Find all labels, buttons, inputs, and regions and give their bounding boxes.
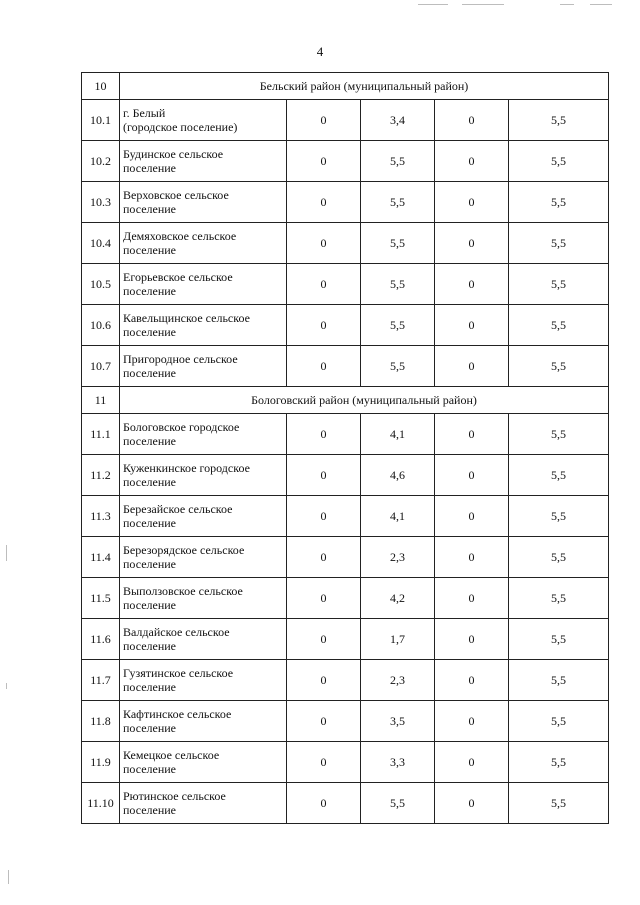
scan-mark: [6, 683, 7, 689]
value-cell-3: 0: [435, 414, 509, 455]
settlement-name: [120, 619, 287, 660]
section-title: Бологовский район (муниципальный район): [120, 387, 609, 414]
value-cell-4: 5,5: [509, 100, 609, 141]
value-cell-1: 0: [287, 537, 361, 578]
value-cell-1: 0: [287, 496, 361, 537]
table-row: [82, 742, 609, 783]
settlement-name-line: Демяховское сельское: [123, 229, 237, 243]
settlement-name: [120, 346, 287, 387]
table-row: [82, 660, 609, 701]
row-number: 11.2: [82, 455, 120, 496]
row-number: 11.4: [82, 537, 120, 578]
settlement-name-line: поселение: [123, 680, 177, 694]
settlement-name-line: Куженкинское городское: [123, 461, 250, 475]
row-number: 10.2: [82, 141, 120, 182]
value-cell-4: 5,5: [509, 305, 609, 346]
settlement-name-line: Гузятинское сельское: [123, 666, 234, 680]
settlement-name: [120, 496, 287, 537]
value-cell-1: 0: [287, 578, 361, 619]
value-cell-1: 0: [287, 414, 361, 455]
value-cell-2: 5,5: [361, 141, 435, 182]
value-cell-1: 0: [287, 742, 361, 783]
settlement-name: [120, 455, 287, 496]
value-cell-2: 2,3: [361, 537, 435, 578]
value-cell-4: 5,5: [509, 264, 609, 305]
value-cell-1: 0: [287, 100, 361, 141]
value-cell-4: 5,5: [509, 537, 609, 578]
value-cell-4: 5,5: [509, 783, 609, 824]
settlement-name-line: поселение: [123, 762, 177, 776]
settlement-name-line: поселение: [123, 161, 177, 175]
row-number: 10.6: [82, 305, 120, 346]
settlement-name-line: поселение: [123, 243, 177, 257]
settlement-name: [120, 660, 287, 701]
value-cell-2: 4,1: [361, 414, 435, 455]
value-cell-3: 0: [435, 100, 509, 141]
value-cell-4: 5,5: [509, 182, 609, 223]
value-cell-4: 5,5: [509, 619, 609, 660]
page-number: 4: [316, 44, 324, 59]
section-number: 10: [82, 73, 120, 100]
section-number: 11: [82, 387, 120, 414]
settlement-name: [120, 414, 287, 455]
table-row: [82, 264, 609, 305]
section-title: Бельский район (муниципальный район): [120, 73, 609, 100]
value-cell-2: 4,1: [361, 496, 435, 537]
value-cell-2: 4,6: [361, 455, 435, 496]
value-cell-3: 0: [435, 701, 509, 742]
settlement-name-line: Рютинское сельское: [123, 789, 226, 803]
row-number: 11.7: [82, 660, 120, 701]
table-row: [82, 346, 609, 387]
table-row: [82, 182, 609, 223]
settlement-name-line: поселение: [123, 284, 177, 298]
value-cell-1: 0: [287, 783, 361, 824]
scan-mark: [590, 4, 612, 5]
table-row: [82, 701, 609, 742]
table-row: [82, 578, 609, 619]
value-cell-4: 5,5: [509, 742, 609, 783]
settlement-name-line: поселение: [123, 803, 177, 817]
table-row: [82, 455, 609, 496]
value-cell-3: 0: [435, 346, 509, 387]
table-row: [82, 783, 609, 824]
value-cell-4: 5,5: [509, 346, 609, 387]
settlement-name: [120, 578, 287, 619]
section-header-row: [82, 73, 609, 100]
value-cell-3: 0: [435, 305, 509, 346]
value-cell-4: 5,5: [509, 455, 609, 496]
value-cell-2: 5,5: [361, 182, 435, 223]
value-cell-2: 5,5: [361, 783, 435, 824]
settlement-name-line: поселение: [123, 366, 177, 380]
row-number: 11.3: [82, 496, 120, 537]
settlement-name-line: поселение: [123, 325, 177, 339]
settlement-name-line: Кавельщинское сельское: [123, 311, 250, 325]
value-cell-1: 0: [287, 346, 361, 387]
settlement-name-line: поселение: [123, 434, 177, 448]
value-cell-2: 5,5: [361, 305, 435, 346]
value-cell-3: 0: [435, 455, 509, 496]
value-cell-3: 0: [435, 742, 509, 783]
value-cell-1: 0: [287, 660, 361, 701]
row-number: 11.10: [82, 783, 120, 824]
row-number: 11.6: [82, 619, 120, 660]
settlement-name: [120, 264, 287, 305]
value-cell-2: 5,5: [361, 264, 435, 305]
value-cell-2: 2,3: [361, 660, 435, 701]
settlement-name-line: Выползовское сельское: [123, 584, 243, 598]
settlement-name: [120, 223, 287, 264]
value-cell-3: 0: [435, 660, 509, 701]
value-cell-4: 5,5: [509, 701, 609, 742]
row-number: 10.5: [82, 264, 120, 305]
settlement-name-line: поселение: [123, 598, 177, 612]
value-cell-3: 0: [435, 537, 509, 578]
table-row: [82, 414, 609, 455]
settlement-name: [120, 701, 287, 742]
settlement-name-line: Березайское сельское: [123, 502, 233, 516]
settlement-name: [120, 141, 287, 182]
row-number: 10.3: [82, 182, 120, 223]
settlement-name-line: поселение: [123, 639, 177, 653]
scan-mark: [462, 4, 504, 5]
value-cell-3: 0: [435, 223, 509, 264]
value-cell-2: 4,2: [361, 578, 435, 619]
settlement-name-line: г. Белый: [123, 106, 166, 120]
value-cell-4: 5,5: [509, 414, 609, 455]
value-cell-3: 0: [435, 264, 509, 305]
value-cell-2: 3,3: [361, 742, 435, 783]
scan-mark: [560, 4, 574, 5]
row-number: 10.4: [82, 223, 120, 264]
table-row: [82, 223, 609, 264]
table-row: [82, 141, 609, 182]
table-row: [82, 100, 609, 141]
settlement-name-line: поселение: [123, 475, 177, 489]
settlement-name: [120, 742, 287, 783]
value-cell-2: 3,4: [361, 100, 435, 141]
value-cell-2: 5,5: [361, 223, 435, 264]
settlement-name: [120, 537, 287, 578]
table-row: [82, 496, 609, 537]
row-number: 11.9: [82, 742, 120, 783]
value-cell-4: 5,5: [509, 141, 609, 182]
value-cell-3: 0: [435, 619, 509, 660]
row-number: 11.1: [82, 414, 120, 455]
row-number: 10.1: [82, 100, 120, 141]
table-row: [82, 305, 609, 346]
settlement-name-line: Валдайское сельское: [123, 625, 230, 639]
settlement-name-line: Березорядское сельское: [123, 543, 245, 557]
value-cell-4: 5,5: [509, 496, 609, 537]
settlement-name: [120, 100, 287, 141]
value-cell-3: 0: [435, 496, 509, 537]
value-cell-1: 0: [287, 141, 361, 182]
value-cell-4: 5,5: [509, 578, 609, 619]
settlement-name-line: Верховское сельское: [123, 188, 229, 202]
value-cell-3: 0: [435, 182, 509, 223]
settlement-name-line: поселение: [123, 516, 177, 530]
table-row: [82, 619, 609, 660]
value-cell-1: 0: [287, 305, 361, 346]
settlement-name-line: (городское поселение): [123, 120, 238, 134]
settlement-name-line: Кафтинское сельское: [123, 707, 232, 721]
settlement-name-line: Пригородное сельское: [123, 352, 238, 366]
settlement-name-line: Кемецкое сельское: [123, 748, 220, 762]
section-header-row: [82, 387, 609, 414]
scan-mark: [8, 870, 9, 884]
value-cell-1: 0: [287, 619, 361, 660]
value-cell-1: 0: [287, 182, 361, 223]
value-cell-3: 0: [435, 783, 509, 824]
settlement-name-line: Егорьевское сельское: [123, 270, 233, 284]
settlement-name: [120, 182, 287, 223]
value-cell-3: 0: [435, 578, 509, 619]
settlement-name-line: Будинское сельское: [123, 147, 224, 161]
value-cell-2: 1,7: [361, 619, 435, 660]
value-cell-4: 5,5: [509, 660, 609, 701]
settlement-name-line: поселение: [123, 202, 177, 216]
row-number: 10.7: [82, 346, 120, 387]
value-cell-1: 0: [287, 223, 361, 264]
settlement-name: [120, 783, 287, 824]
value-cell-2: 5,5: [361, 346, 435, 387]
settlement-name: [120, 305, 287, 346]
settlement-name-line: поселение: [123, 721, 177, 735]
value-cell-2: 3,5: [361, 701, 435, 742]
municipal-data-table: [81, 72, 609, 824]
value-cell-1: 0: [287, 455, 361, 496]
settlement-name-line: Бологовское городское: [123, 420, 240, 434]
value-cell-1: 0: [287, 264, 361, 305]
table-row: [82, 537, 609, 578]
row-number: 11.5: [82, 578, 120, 619]
settlement-name-line: поселение: [123, 557, 177, 571]
scan-mark: [6, 545, 7, 561]
value-cell-1: 0: [287, 701, 361, 742]
value-cell-3: 0: [435, 141, 509, 182]
row-number: 11.8: [82, 701, 120, 742]
scan-mark: [418, 4, 448, 5]
value-cell-4: 5,5: [509, 223, 609, 264]
